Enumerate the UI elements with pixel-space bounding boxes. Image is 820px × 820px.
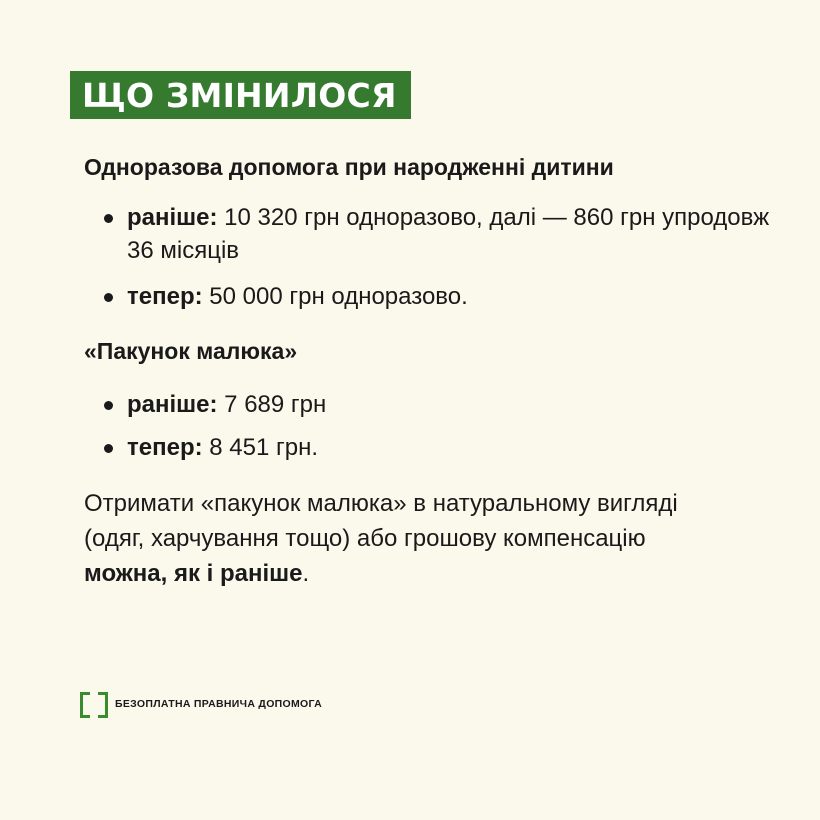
title-banner [70, 71, 411, 119]
list-item [84, 201, 774, 267]
info-paragraph [84, 486, 724, 591]
page-title: ЩО ЗМІНИЛОСЯ [82, 75, 397, 115]
baby-box-list [84, 388, 774, 464]
bullet-icon [104, 293, 113, 302]
item-text: 7 689 грн [217, 391, 327, 418]
footer [80, 692, 322, 716]
org-name: БЕЗОПЛАТНА ПРАВНИЧА ДОПОМОГА [115, 698, 322, 710]
item-text: 8 451 грн. [202, 434, 319, 461]
item-label: тепер: [127, 283, 203, 310]
paragraph-text: Отримати «пакунок малюка» в натуральному вигляді (одяг, харчування тощо) або грошову компенсацію [84, 490, 678, 552]
paragraph-bold: можна, як і раніше [84, 560, 303, 587]
item-label: раніше: [127, 391, 218, 418]
item-label: тепер: [127, 434, 203, 461]
birth-aid-list [84, 201, 774, 313]
item-label: раніше: [127, 204, 218, 231]
main-content [84, 150, 774, 591]
section-heading-baby-box: «Пакунок малюка» [84, 338, 298, 364]
paragraph-end: . [302, 560, 310, 587]
brackets-logo-icon [80, 692, 108, 716]
item-text: 50 000 грн одноразово. [202, 283, 468, 310]
list-item [84, 388, 774, 421]
section-heading-birth-aid: Одноразова допомога при народженні дитини [84, 154, 614, 180]
list-item [84, 280, 774, 313]
list-item [84, 431, 774, 464]
bullet-icon [104, 444, 113, 453]
item-text: 10 320 грн одноразово, далі — 860 грн упродовж 36 місяців [127, 204, 770, 264]
bullet-icon [104, 214, 113, 223]
bullet-icon [104, 401, 113, 410]
